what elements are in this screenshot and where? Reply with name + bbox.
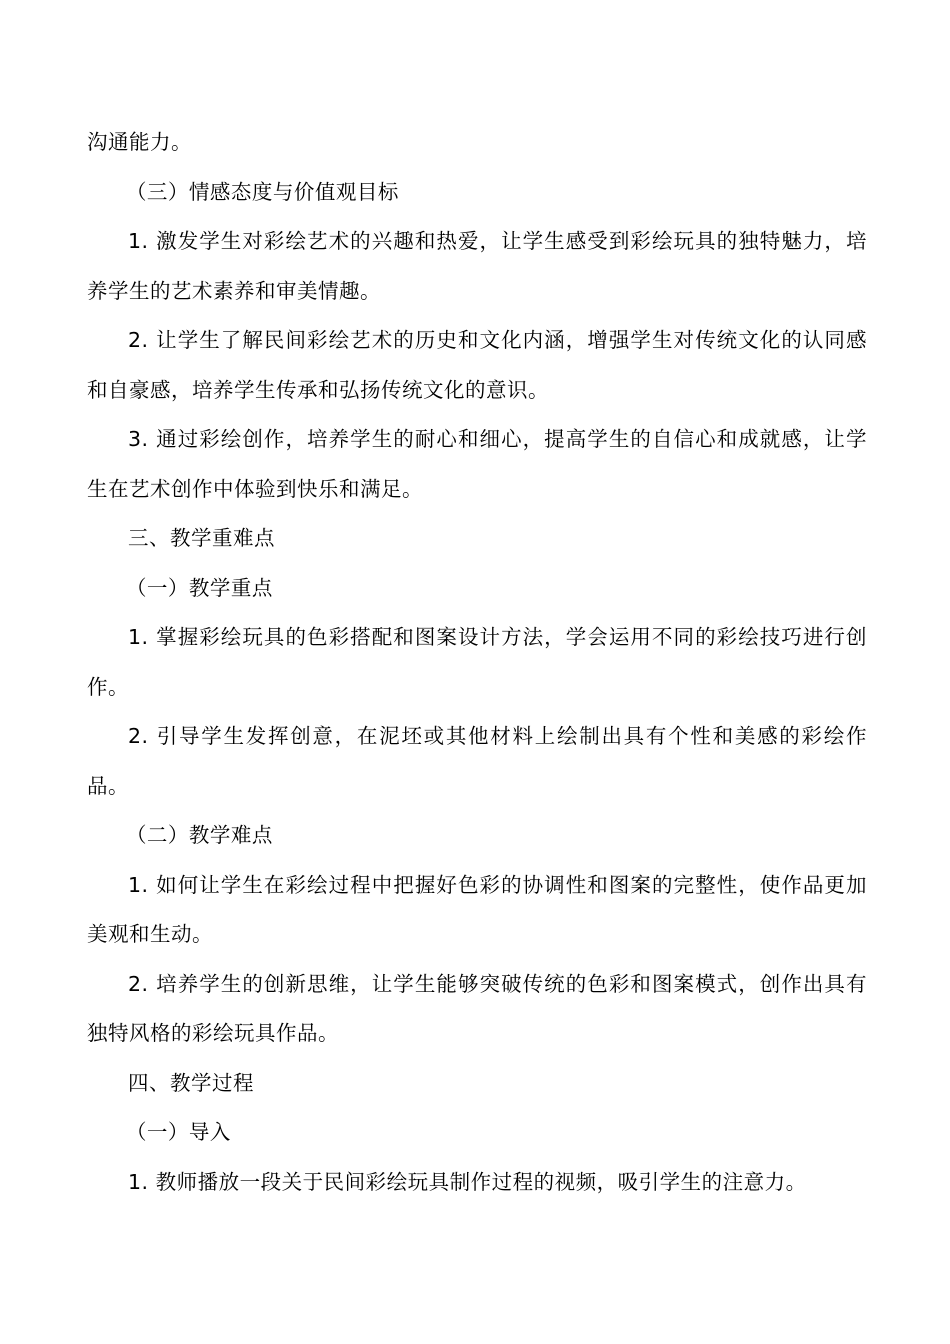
section-heading-teaching-process: 四、教学过程 [128, 1070, 254, 1095]
section-heading-introduction: （一）导入 [125, 1120, 231, 1144]
paragraph-continuation: 沟通能力。 [87, 130, 192, 154]
paragraph-item: 2. 让学生了解民间彩绘艺术的历史和文化内涵，增强学生对传统文化的认同感和自豪感，培养学生传承和弘扬传统文化的意识。 [87, 328, 867, 402]
section-heading-key-difficulties: 三、教学重难点 [128, 526, 275, 550]
section-heading-key-points: （一）教学重点 [125, 575, 273, 600]
paragraph-item: 1. 如何让学生在彩绘过程中把握好色彩的协调性和图案的完整性，使作品更加美观和生动。 [87, 872, 867, 946]
paragraph-item: 2. 培养学生的创新思维，让学生能够突破传统的色彩和图案模式，创作出具有独特风格的彩绘玩具作品。 [87, 971, 867, 1045]
paragraph-item: 1. 激发学生对彩绘艺术的兴趣和热爱，让学生感受到彩绘玩具的独特魅力，培养学生的艺术素养和审美情趣。 [87, 229, 867, 303]
section-heading-difficulties: （二）教学难点 [125, 823, 273, 847]
paragraph-item: 2. 引导学生发挥创意，在泥坯或其他材料上绘制出具有个性和美感的彩绘作品。 [87, 724, 867, 798]
paragraph-item: 3. 通过彩绘创作，培养学生的耐心和细心，提高学生的自信心和成就感，让学生在艺术创作中体验到快乐和满足。 [87, 427, 867, 501]
paragraph-item: 1. 教师播放一段关于民间彩绘玩具制作过程的视频，吸引学生的注意力。 [128, 1169, 807, 1194]
paragraph-item: 1. 掌握彩绘玩具的色彩搭配和图案设计方法，学会运用不同的彩绘技巧进行创作。 [87, 625, 867, 699]
section-heading-emotion-goals: （三）情感态度与价值观目标 [125, 179, 399, 204]
document-body [87, 118, 867, 1207]
